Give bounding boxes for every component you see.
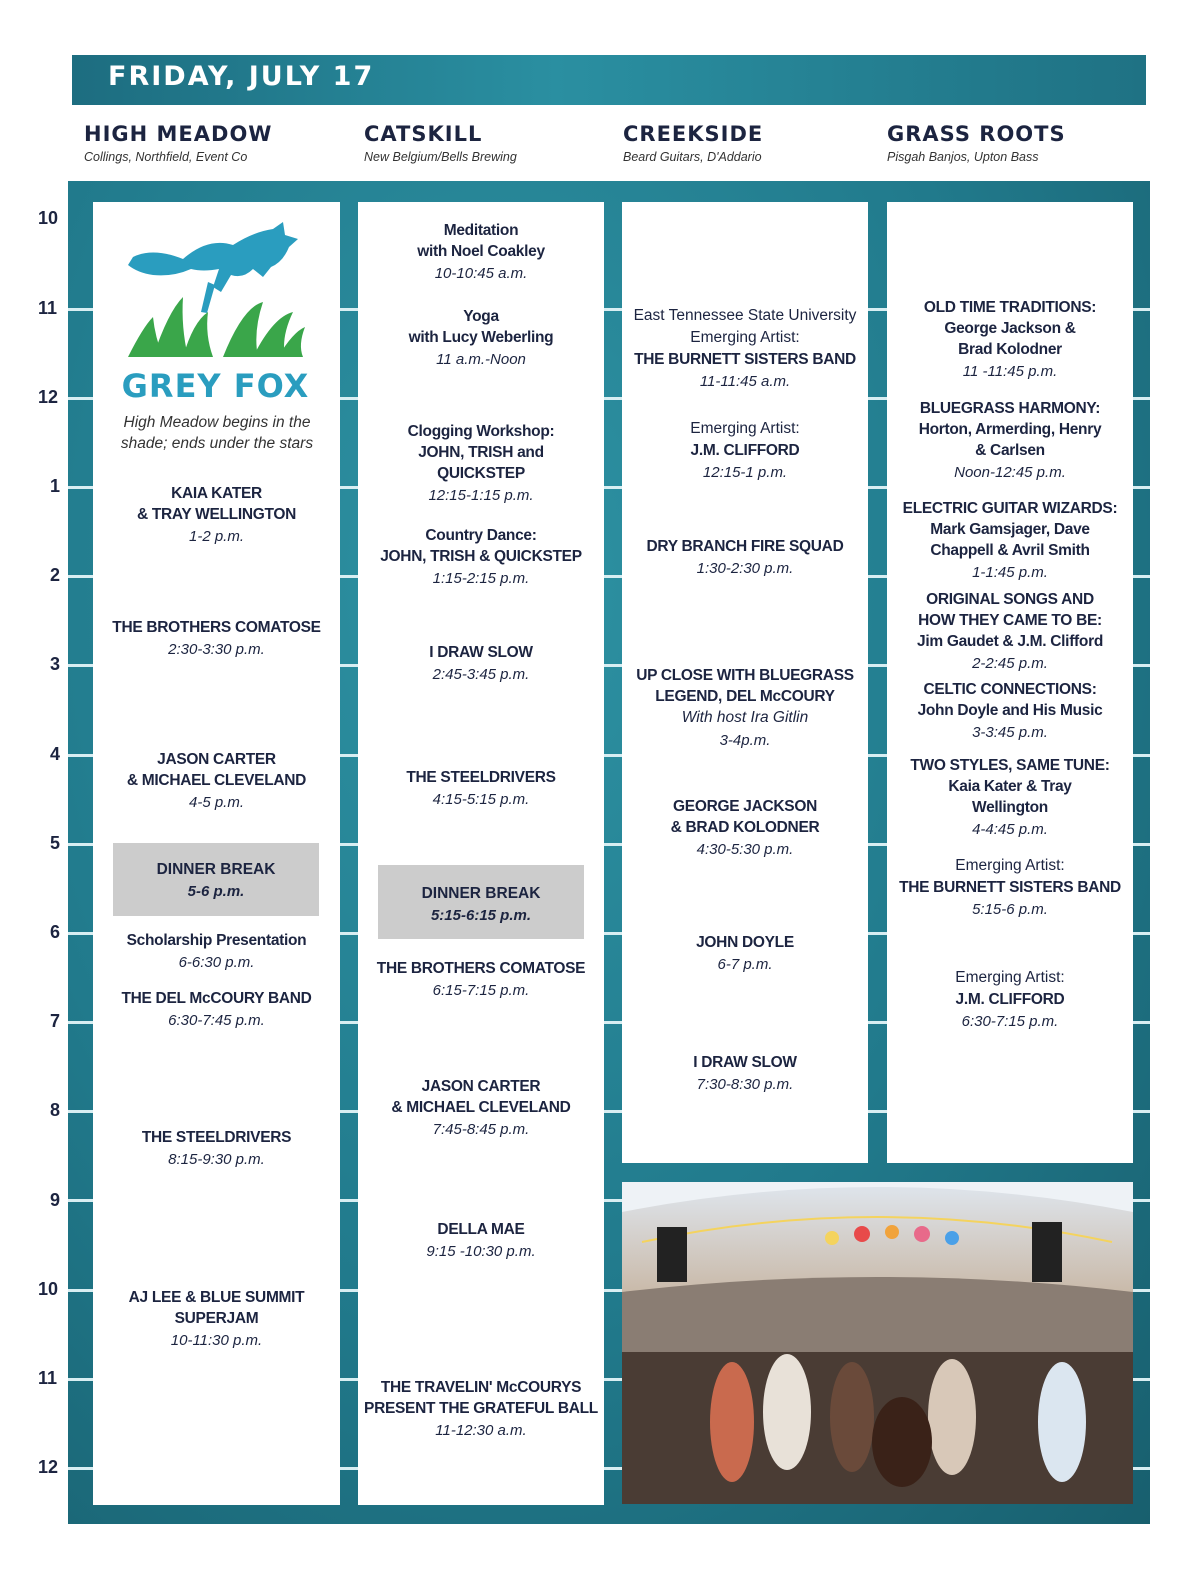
event-title: LEGEND, DEL McCOURY (655, 688, 835, 705)
event (622, 536, 868, 581)
event-time: 7:30-8:30 p.m. (696, 1076, 794, 1093)
event-title: DRY BRANCH FIRE SQUAD (646, 538, 844, 555)
event (887, 679, 1133, 745)
hour-label: 2 (50, 565, 61, 585)
event-time: 4-5 p.m. (188, 794, 245, 811)
hour-label: 11 (38, 1368, 58, 1388)
event-time: 1-1:45 p.m. (972, 564, 1048, 581)
event-time: 11 a.m.-Noon (436, 351, 526, 368)
hour-label: 12 (38, 387, 59, 407)
event-time: 6-7 p.m. (717, 956, 773, 973)
event (93, 1287, 340, 1353)
hour-label: 4 (50, 744, 61, 764)
event-time: 12:15-1 p.m. (702, 464, 788, 481)
event-title: ELECTRIC GUITAR WIZARDS: (902, 500, 1118, 517)
event-title: THE TRAVELIN' McCOURYS (380, 1379, 582, 1396)
stage-sponsor: Beard Guitars, D'Addario (623, 150, 762, 164)
event-time: 4-4:45 p.m. (972, 821, 1048, 838)
event-title: Meditation (443, 222, 519, 239)
event-title: SUPERJAM (174, 1310, 259, 1327)
hour-label: 12 (38, 1457, 59, 1477)
dinner-break (378, 865, 584, 939)
event-time: 2:45-3:45 p.m. (432, 666, 530, 683)
event (887, 589, 1133, 676)
event-time: 8:15-9:30 p.m. (168, 1151, 265, 1168)
event (93, 749, 340, 815)
hour-label: 7 (50, 1011, 61, 1031)
column-creekside (622, 202, 868, 1163)
event-title: UP CLOSE WITH BLUEGRASS (636, 667, 854, 684)
event-time: 12:15-1:15 p.m. (428, 487, 534, 504)
hour-label: 8 (50, 1100, 61, 1120)
event (93, 930, 340, 975)
event-title: Chappell & Avril Smith (930, 542, 1090, 559)
event-time: 11-12:30 a.m. (435, 1422, 527, 1439)
event-time: 7:45-8:45 p.m. (432, 1121, 530, 1138)
event-title: THE BROTHERS COMATOSE (112, 619, 321, 636)
day-title: FRIDAY, JULY 17 (108, 61, 375, 92)
event-note: Emerging Artist: (690, 420, 800, 437)
event-title: with Noel Coakley (417, 243, 545, 260)
column-catskill (358, 202, 604, 1505)
event-time: 3-4p.m. (719, 732, 771, 749)
event (358, 421, 604, 508)
event-title: JOHN, TRISH & QUICKSTEP (380, 548, 582, 565)
event (887, 967, 1133, 1034)
break-title: DINNER BREAK (156, 861, 276, 878)
hour-label: 10 (38, 208, 59, 228)
stage-tagline: High Meadow begins in the shade; ends under the stars (120, 414, 314, 452)
stage-sponsor: Pisgah Banjos, Upton Bass (887, 150, 1039, 164)
event (93, 988, 340, 1033)
event (887, 855, 1133, 922)
event (622, 1052, 868, 1097)
event-title: & BRAD KOLODNER (670, 819, 820, 836)
event-note: Emerging Artist: (955, 857, 1065, 874)
event-title: John Doyle and His Music (917, 702, 1103, 719)
festival-stage-photo (622, 1182, 1133, 1504)
event-time: 9:15 -10:30 p.m. (426, 1243, 536, 1260)
event-title: I DRAW SLOW (693, 1054, 797, 1071)
event-title: & MICHAEL CLEVELAND (126, 772, 307, 789)
event-title: J.M. CLIFFORD (955, 991, 1065, 1008)
column-grass-roots (887, 202, 1133, 1163)
event-time: 2-2:45 p.m. (972, 655, 1048, 672)
event-time: Noon-12:45 p.m. (954, 464, 1066, 481)
event (358, 1076, 604, 1142)
event (358, 306, 604, 372)
stage-header-catskill (364, 122, 517, 164)
stage-sponsor: Collings, Northfield, Event Co (84, 150, 248, 164)
stage-header-high-meadow (84, 122, 272, 164)
event-title: THE BURNETT SISTERS BAND (634, 351, 856, 368)
event-title: THE DEL McCOURY BAND (121, 990, 312, 1007)
event (93, 483, 340, 549)
event-title: I DRAW SLOW (429, 644, 533, 661)
event-title: BLUEGRASS HARMONY: (919, 400, 1101, 417)
event (887, 398, 1133, 485)
event (887, 297, 1133, 384)
event-title: Wellington (972, 799, 1048, 816)
break-time: 5-6 p.m. (187, 883, 245, 900)
grey-fox-logo (113, 217, 318, 405)
event-title: PRESENT THE GRATEFUL BALL (364, 1400, 598, 1417)
logo-wordmark: GREY FOX (121, 367, 310, 405)
stage-header-grass-roots (887, 122, 1066, 164)
event-time: 6:30-7:45 p.m. (168, 1012, 265, 1029)
event-title: DELLA MAE (437, 1221, 525, 1238)
event-title: CELTIC CONNECTIONS: (923, 681, 1097, 698)
event-title: THE STEELDRIVERS (406, 769, 556, 786)
hour-label: 10 (38, 1279, 59, 1299)
event (622, 932, 868, 977)
event (358, 767, 604, 812)
event-title: George Jackson & (944, 320, 1076, 337)
event (93, 617, 340, 662)
event (887, 498, 1133, 585)
event-time: 1:30-2:30 p.m. (696, 560, 794, 577)
stage-name: CREEKSIDE (623, 122, 764, 146)
event-time: 4:30-5:30 p.m. (696, 841, 794, 858)
event-title: with Lucy Weberling (408, 329, 554, 346)
event (622, 665, 868, 753)
event-time: 2:30-3:30 p.m. (168, 641, 265, 658)
event-time: 11 -11:45 p.m. (962, 363, 1058, 380)
event-title: QUICKSTEP (437, 465, 525, 482)
event-note: Emerging Artist: (955, 969, 1065, 986)
event-time: 6:15-7:15 p.m. (432, 982, 530, 999)
event-title: THE BROTHERS COMATOSE (376, 960, 586, 977)
event-time: 11-11:45 a.m. (699, 373, 791, 390)
event (622, 796, 868, 862)
hour-label: 5 (50, 833, 61, 853)
event (358, 220, 604, 286)
event-title: AJ LEE & BLUE SUMMIT (128, 1289, 305, 1306)
event-host: With host Ira Gitlin (681, 709, 809, 726)
event-title: J.M. CLIFFORD (690, 442, 800, 459)
event-title: JOHN, TRISH and (418, 444, 544, 461)
event-title: OLD TIME TRADITIONS: (923, 299, 1097, 316)
event-time: 1-2 p.m. (188, 528, 245, 545)
hour-label: 1 (50, 476, 61, 496)
event-title: JASON CARTER (421, 1078, 541, 1095)
hour-label: 6 (50, 922, 61, 942)
event-title: Country Dance: (425, 527, 537, 544)
event (358, 958, 604, 1003)
hour-label: 9 (50, 1190, 61, 1210)
event-time: 3-3:45 p.m. (972, 724, 1048, 741)
event-title: Kaia Kater & Tray (948, 778, 1072, 795)
event-title: Yoga (463, 308, 499, 325)
event (358, 1377, 604, 1443)
event (622, 418, 868, 485)
event (358, 525, 604, 591)
event-title: THE BURNETT SISTERS BAND (899, 879, 1121, 896)
event-title: GEORGE JACKSON (673, 798, 817, 815)
event-note: Emerging Artist: (690, 329, 800, 346)
stage-header-creekside (623, 122, 763, 164)
event-time: 6-6:30 p.m. (178, 954, 255, 971)
event (93, 1127, 340, 1172)
fox-icon (113, 217, 318, 367)
event-title: & MICHAEL CLEVELAND (391, 1099, 571, 1116)
break-time: 5:15-6:15 p.m. (430, 907, 532, 924)
event-title: TWO STYLES, SAME TUNE: (910, 757, 1110, 774)
event-title: ORIGINAL SONGS AND (926, 591, 1094, 608)
event-time: 10-10:45 a.m. (434, 265, 528, 282)
stage-name: CATSKILL (364, 122, 483, 146)
day-banner (72, 55, 1146, 105)
event-time: 10-11:30 p.m. (170, 1332, 263, 1349)
event-title: & Carlsen (975, 442, 1045, 459)
break-title: DINNER BREAK (421, 885, 541, 902)
event-title: Horton, Armerding, Henry (918, 421, 1102, 438)
stage-sponsor: New Belgium/Bells Brewing (364, 150, 517, 164)
event (358, 1219, 604, 1264)
event-time: 4:15-5:15 p.m. (432, 791, 530, 808)
event-title: & TRAY WELLINGTON (136, 506, 297, 523)
event-title: JOHN DOYLE (696, 934, 794, 951)
event-title: Clogging Workshop: (407, 423, 555, 440)
event-time: 1:15-2:15 p.m. (432, 570, 530, 587)
dinner-break (113, 843, 319, 916)
event-title: THE STEELDRIVERS (141, 1129, 292, 1146)
stage-name: GRASS ROOTS (887, 122, 1066, 146)
event (887, 755, 1133, 842)
event-title: Scholarship Presentation (126, 932, 307, 949)
event-title: Jim Gaudet & J.M. Clifford (917, 633, 1103, 650)
hour-label: 11 (38, 298, 58, 318)
event-time: 6:30-7:15 p.m. (961, 1013, 1059, 1030)
event-title: HOW THEY CAME TO BE: (918, 612, 1102, 629)
column-high-meadow (93, 202, 340, 1505)
stage-name: HIGH MEADOW (84, 122, 273, 146)
event-title: JASON CARTER (157, 751, 276, 768)
event-title: Brad Kolodner (958, 341, 1062, 358)
festival-photo-icon (622, 1182, 1133, 1504)
event-note: East Tennessee State University (633, 307, 857, 324)
event (358, 642, 604, 687)
event-time: 5:15-6 p.m. (972, 901, 1048, 918)
event (622, 305, 868, 394)
event-title: KAIA KATER (171, 485, 262, 502)
hour-label: 3 (50, 654, 61, 674)
event-title: Mark Gamsjager, Dave (930, 521, 1090, 538)
